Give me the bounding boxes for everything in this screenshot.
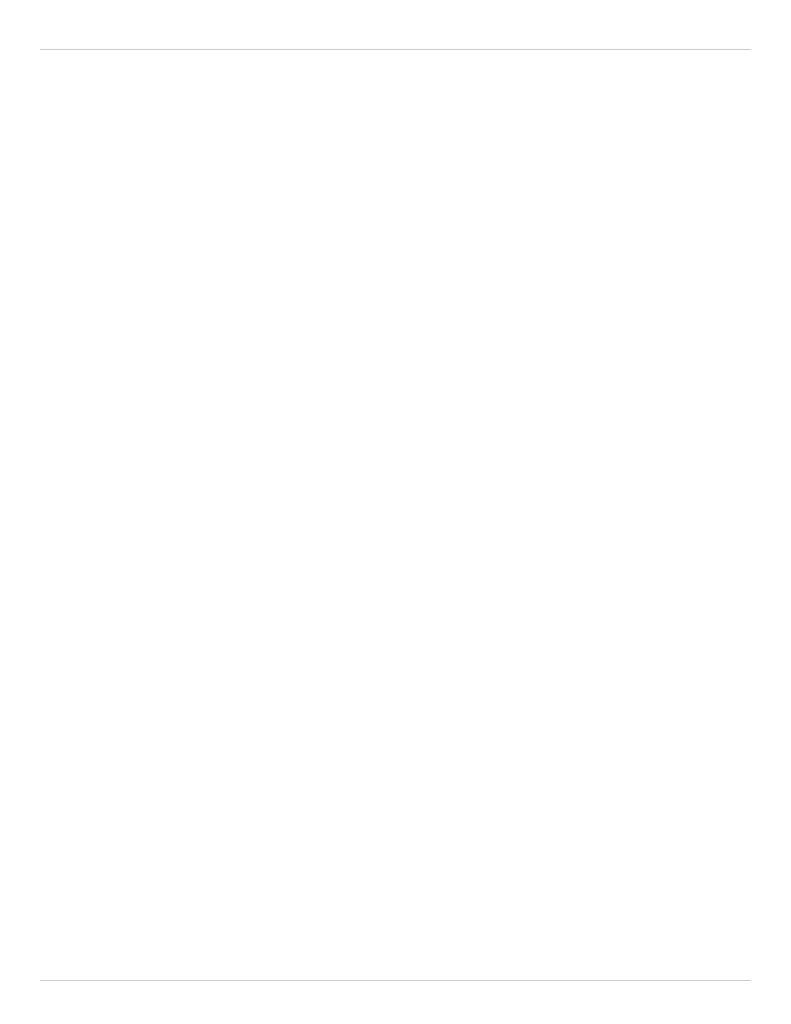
page-footer [40,980,751,1000]
page-header [40,28,751,50]
page-content [40,64,751,964]
